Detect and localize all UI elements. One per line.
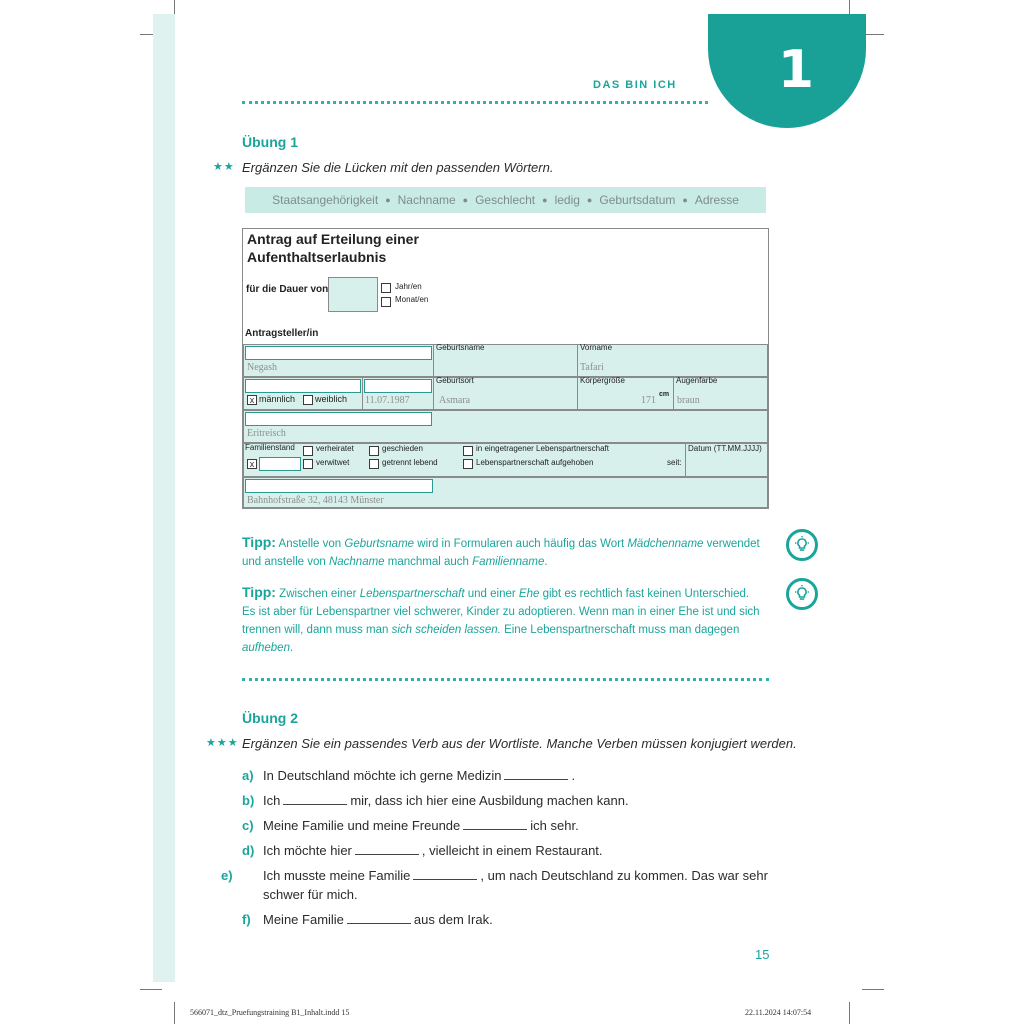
exercise-1-instruction: Ergänzen Sie die Lücken mit den passenden Wörtern. xyxy=(242,160,554,175)
header-divider xyxy=(242,101,708,104)
exercise-item xyxy=(242,766,772,785)
tip-text: Familienname xyxy=(472,556,545,568)
months-checkbox[interactable] xyxy=(381,297,391,307)
partnership-checkbox[interactable] xyxy=(463,446,473,456)
difficulty-stars-icon: ★★★ xyxy=(206,737,239,749)
partnership-dissolved-checkbox[interactable] xyxy=(463,459,473,469)
marital-blank[interactable] xyxy=(259,457,301,471)
female-label: weiblich xyxy=(315,394,348,404)
word-bank-item: Geburtsdatum xyxy=(599,193,676,207)
item-text-before: In Deutschland möchte ich gerne Medizin xyxy=(263,768,502,783)
months-label: Monat/en xyxy=(395,295,429,304)
address-value: Bahnhofstraße 32, 48143 Münster xyxy=(247,495,384,506)
answer-blank[interactable] xyxy=(413,868,477,880)
item-text-after: . xyxy=(571,768,576,783)
exercise-item xyxy=(242,816,772,835)
item-text-after: mir, dass ich hier eine Ausbildung machen kann. xyxy=(350,793,629,808)
divorced-label: geschieden xyxy=(382,444,423,453)
word-bank-item: Staatsangehörigkeit xyxy=(272,193,379,207)
tip-1 xyxy=(242,533,762,571)
side-strip xyxy=(153,14,175,982)
exercise-item xyxy=(242,841,772,860)
male-label: männlich xyxy=(259,394,296,404)
tip-text: Lebenspartnerschaft xyxy=(359,588,465,600)
address-blank[interactable] xyxy=(245,479,433,493)
item-letter: b) xyxy=(242,793,255,808)
exercise-item xyxy=(242,910,772,929)
date-label: Datum (TT.MM.JJJJ) xyxy=(688,444,762,453)
widowed-checkbox[interactable] xyxy=(303,459,313,469)
gender-blank[interactable] xyxy=(245,379,361,393)
marital-label: Familienstand xyxy=(245,443,295,452)
exercise-item xyxy=(221,866,777,904)
word-bank-item: Nachname xyxy=(397,193,456,207)
tip-text: sich scheiden lassen. xyxy=(391,624,501,636)
form-title-line1: Antrag auf Erteilung einer xyxy=(247,231,419,247)
eyecolor-value: braun xyxy=(677,395,700,406)
item-letter: d) xyxy=(242,843,255,858)
tip-text: Nachname xyxy=(328,556,385,568)
answer-blank[interactable] xyxy=(355,843,419,855)
separated-checkbox[interactable] xyxy=(369,459,379,469)
female-checkbox[interactable] xyxy=(303,395,313,405)
answer-blank[interactable] xyxy=(347,912,411,924)
dob-value: 11.07.1987 xyxy=(365,395,410,406)
page-number: 15 xyxy=(755,947,770,962)
partnership-dissolved-label: Lebenspartnerschaft aufgehoben xyxy=(476,458,594,467)
birthname-label: Geburtsname xyxy=(436,343,485,352)
lightbulb-icon xyxy=(786,529,818,561)
birthplace-label: Geburtsort xyxy=(436,376,474,385)
tip-text: . xyxy=(544,556,548,568)
nationality-blank[interactable] xyxy=(245,412,432,426)
years-checkbox[interactable] xyxy=(381,283,391,293)
chapter-number: 1 xyxy=(777,40,815,100)
firstname-label: Vorname xyxy=(580,343,613,352)
item-text-after: , um nach Deutschland zu kommen. Das war sehr schwer für mich. xyxy=(263,868,768,902)
tip-label: Tipp: xyxy=(242,584,276,600)
word-bank-item: Geschlecht xyxy=(475,193,536,207)
footer-right: 22.11.2024 14:07:54 xyxy=(745,1008,812,1017)
item-letter: a) xyxy=(242,768,254,783)
eyecolor-label: Augenfarbe xyxy=(676,376,718,385)
residence-permit-form xyxy=(242,228,769,509)
dob-blank[interactable] xyxy=(364,379,432,393)
tip-text: wird in Formularen auch häufig das Wort xyxy=(414,538,628,550)
form-title-line2: Aufenthaltserlaubnis xyxy=(247,249,387,265)
tip-text: Eine Lebenspartnerschaft muss man dagegen xyxy=(500,624,740,636)
difficulty-stars-icon: ★★ xyxy=(213,161,235,173)
tip-text: Anstelle von xyxy=(275,538,345,550)
item-text-before: Meine Familie und meine Freunde xyxy=(263,818,461,833)
separated-label: getrennt lebend xyxy=(382,458,438,467)
answer-blank[interactable] xyxy=(463,818,527,830)
exercise-2-instruction: Ergänzen Sie ein passendes Verb aus der Wortliste. Manche Verben müssen konjugiert werden. xyxy=(242,736,797,751)
height-unit: cm xyxy=(659,391,670,398)
divorced-checkbox[interactable] xyxy=(369,446,379,456)
footer-left: 566071_dtz_Pruefungstraining B1_Inhalt.indd 15 xyxy=(190,1008,350,1017)
duration-label: für die Dauer von xyxy=(246,284,329,295)
item-text-after: aus dem Irak. xyxy=(413,912,493,927)
tip-text: gibt es rechtlich fast keinen Unterschied. Es ist aber für Lebenspartner viel schwerer, Kinder zu adoptieren. Wenn man in einer Ehe ist und sich trennen will, dann muss man xyxy=(242,588,760,636)
item-letter: e) xyxy=(221,868,233,883)
word-bank-item: ledig xyxy=(554,193,580,207)
item-text-before: Ich möchte hier xyxy=(263,843,352,858)
surname-value: Negash xyxy=(247,362,277,373)
tip-text: Zwischen einer xyxy=(275,588,360,600)
married-label: verheiratet xyxy=(316,444,354,453)
chapter-title: DAS BIN ICH xyxy=(593,79,677,91)
word-bank-item: Adresse xyxy=(694,193,739,207)
item-text-after: ich sehr. xyxy=(530,818,579,833)
since-label: seit: xyxy=(667,458,682,467)
widowed-label: verwitwet xyxy=(316,458,350,467)
tip-text: Mädchenname xyxy=(627,538,704,550)
item-text-before: Ich musste meine Familie xyxy=(263,868,411,883)
item-letter: c) xyxy=(242,818,254,833)
tip-text: verwendet und anstelle von xyxy=(242,538,760,568)
nationality-value: Eritreisch xyxy=(247,428,286,439)
applicant-label: Antragsteller/in xyxy=(245,328,319,339)
tip-text: manchmal auch xyxy=(384,556,473,568)
tip-text: Geburtsname xyxy=(344,538,415,550)
item-text-before: Ich xyxy=(263,793,281,808)
lightbulb-icon xyxy=(786,578,818,610)
item-text-after: , vielleicht in einem Restaurant. xyxy=(421,843,603,858)
exercise-item xyxy=(242,791,772,810)
item-text-before: Meine Familie xyxy=(263,912,344,927)
tip-2 xyxy=(242,583,762,657)
married-checkbox[interactable] xyxy=(303,446,313,456)
birthplace-value: Asmara xyxy=(439,395,471,406)
firstname-value: Tafari xyxy=(580,362,604,373)
partnership-label: in eingetragener Lebenspartnerschaft xyxy=(476,444,609,453)
surname-blank[interactable] xyxy=(245,346,432,360)
duration-field[interactable] xyxy=(328,277,378,312)
answer-blank[interactable] xyxy=(504,768,568,780)
tip-text: Ehe xyxy=(518,588,540,600)
word-bank: Staatsangehörigkeit ● Nachname ● Geschlecht ● ledig ● Geburtsdatum ● Adresse xyxy=(245,187,766,213)
height-value: 171 xyxy=(641,395,656,406)
exercise-1-title: Übung 1 xyxy=(242,134,298,150)
tip-text: aufheben xyxy=(242,642,290,654)
years-label: Jahr/en xyxy=(395,282,422,291)
height-label: Körpergröße xyxy=(580,376,625,385)
exercise-2-title: Übung 2 xyxy=(242,710,298,726)
item-letter: f) xyxy=(242,912,251,927)
tip-text: . xyxy=(289,642,294,654)
section-divider xyxy=(242,678,769,681)
answer-blank[interactable] xyxy=(283,793,347,805)
tip-text: und einer xyxy=(464,588,519,600)
single-checkbox[interactable]: x xyxy=(247,459,257,469)
tip-label: Tipp: xyxy=(242,534,276,550)
male-checkbox[interactable]: x xyxy=(247,395,257,405)
